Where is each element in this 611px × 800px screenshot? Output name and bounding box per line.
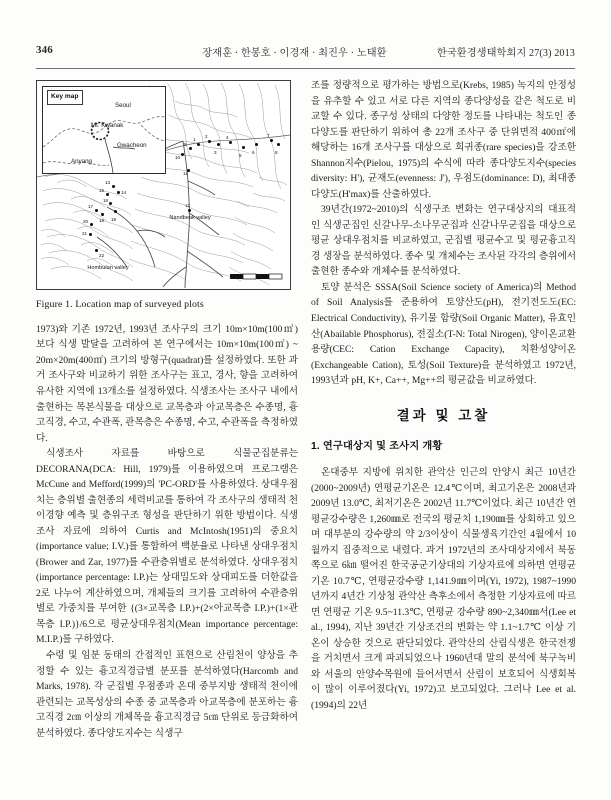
plot-label: 11 bbox=[183, 171, 188, 176]
subsection-heading: 1. 연구대상지 및 조사지 개황 bbox=[311, 441, 443, 453]
paragraph: 토양 분석은 SSSA(Soil Science society of America)의 Method of Soil Analysis를 준용하여 토양산도(pH), 전기전도도(EC: Electrical Conductivity), 유기물 함량(Soil Organic Matter), 유효인산(Abailable Phosphorus), 전질소(T-N: Total Nirogen), 양이온교환용량(CEC: Cation Exchange Capacity), 치환성양이온(Exchangeable Cation), 토성(Soil Texture)을 분석하였고 1972년, 1993년과 pH, K+, Ca++, Mg++의 평균값을 비교하였다. bbox=[311, 281, 576, 387]
running-head bbox=[36, 44, 575, 62]
key-map-label-gwacheon: Gwacheon bbox=[117, 142, 147, 149]
journal-citation: 한국환경생태학회지 27(3) 2013 bbox=[436, 48, 575, 59]
plot-label: 13 bbox=[105, 180, 111, 185]
figure-1 bbox=[36, 80, 291, 313]
key-map-label-mt-kwanak: Mt. Kwanak bbox=[91, 122, 124, 129]
plot-label: 3 bbox=[214, 150, 217, 155]
key-map-label-seoul: Seoul bbox=[115, 102, 131, 109]
plot-label: 17 bbox=[88, 204, 94, 209]
section-heading: 결과 및 고찰 bbox=[396, 407, 491, 423]
author-list: 장재훈 · 한봉호 · 이경재 · 최진우 · 노태환 bbox=[202, 48, 387, 59]
plot-label: 22 bbox=[99, 253, 105, 258]
plot-label: 8 bbox=[275, 150, 278, 155]
plot-label: 6 bbox=[252, 150, 255, 155]
paragraph: 수령 및 임분 동태의 간접적인 표현으로 산림천이 양상을 추정할 수 있는 흉고직경급별 분포를 분석하였다(Harcomb and Marks, 1978). 각 군집별 우점종과 온대 중부지방 생태적 천이에 관련되는 교목성상의 수종 중 교목층과 아교목층에 분포하는 흉고직경 2㎝ 이상의 개체목을 흉고직경급 5㎝ 단위로 등급화하여 분석하였다. 종다양도지수는 식생구 bbox=[36, 650, 298, 739]
key-map-label-anyang: Anyang bbox=[71, 158, 92, 165]
plot-label: 16 bbox=[103, 198, 109, 203]
left-column bbox=[36, 80, 298, 741]
plot-label: 4 bbox=[226, 135, 229, 140]
figure-caption: Figure 1. Location map of surveyed plots bbox=[36, 299, 204, 310]
header-divider bbox=[36, 68, 575, 69]
plot-label: 1 bbox=[193, 137, 196, 142]
map-label-nandbeak-valley: Nandbeak valley bbox=[169, 215, 211, 221]
plot-label: 19 bbox=[111, 217, 117, 222]
key-map-title: Key map bbox=[47, 90, 83, 105]
paragraph: 1973)와 기존 1972년, 1993년 조사구의 크기 10m×10m(100㎡) 보다 식생 발달을 고려하여 본 연구에서는 10m×10m(100㎡) ~ 20m×20m(400㎡) 크기의 방형구(quadrat)를 설정하였다. 또한 과거 조사구와 비교하기 위한 조사구는 표고, 경사, 향을 고려하여 유사한 지역에 13개소를 설정하였다. 식생조사는 조사구 내에서 출현하는 목본식물을 대상으로 교목층과 아교목층은 수종명, 흉고직경, 수고, 수관폭, 관목층은 수종명, 수고, 수관폭을 측정하였다. bbox=[36, 323, 298, 444]
map-label-hombulan-valley: Hombulan valley bbox=[87, 265, 129, 271]
page-number: 346 bbox=[36, 44, 53, 56]
paragraph: 39년간(1972~2010)의 식생구조 변화는 연구대상지의 대표적인 식생군집인 신갈나무-소나무군집과 신갈나무군집을 대상으로 평균 상대우점치를 비교하였고, 군집별 평균수고 및 평균흉고직경 생장을 분석하였다. 종수 및 개체수는 조사된 각각의 층위에서 출현한 종수와 개체수를 분석하였다. bbox=[311, 204, 576, 278]
plot-label: 9 bbox=[184, 142, 187, 147]
right-column bbox=[311, 78, 576, 714]
paragraph: 온대중부 지방에 위치한 관악산 인근의 안양시 최근 10년간(2000~2009년) 연평균기온은 12.4℃이며, 최고기온은 2008년과 2009년 13.0℃, 최저기온은 2002년 11.7℃이었다. 최근 10년간 연평균강수량은 1,260㎜로 전국의 평균치 1,190㎜를 상회하고 있으며 대부분의 강수량의 약 2/3이상이 식물생육기간인 4월에서 10월까지 집중적으로 내렸다. 과거 1972년의 조사대상지에서 북동쪽으로 6㎞ 떨어진 한국공군기상대의 기상자료에 의하면 연평균기온 10.7℃, 연평균강수량 1,141.9㎜이며(Yi, 1972), 1987~1990년까지 4년간 기상청 관악산 측후소에서 측정한 기상자료에 따르면 연평균 기온 9.5~11.3℃, 연평균 강수량 890~2,340㎜서(Lee et al., 1994), 지난 39년간 기상조건의 변화는 약 1.1~1.7℃ 이상 기온이 상승한 것으로 판단되었다. 관악산의 산림식생은 한국전쟁을 거치면서 크게 파괴되었으나 1960년대 말의 분석에 북구녹비와 서울의 안양수목원에 들어서면서 산림이 보호되어 식생회복이 많이 이루어졌다(Yi, 1972)고 보고되었다. 그러나 Lee et al.(1994)의 22년 bbox=[311, 467, 576, 711]
plot-label: 15 bbox=[99, 188, 105, 193]
plot-label: 14 bbox=[121, 190, 127, 195]
scale-bar bbox=[230, 270, 284, 283]
plot-label: 5 bbox=[239, 153, 242, 158]
plot-label: 20 bbox=[83, 219, 89, 224]
plot-label: 18 bbox=[99, 218, 105, 223]
plot-label: 12 bbox=[185, 203, 191, 208]
location-map bbox=[36, 80, 291, 290]
plot-label: 10 bbox=[175, 155, 181, 160]
plot-label: 2 bbox=[205, 134, 208, 139]
plot-label: 7 bbox=[267, 133, 270, 138]
paragraph: 식생조사 자료를 바탕으로 식물군집분류는 DECORANA(DCA: Hill, 1979)를 이용하였으며 프로그램은 McCune and Mefford(1999)의 'PC-ORD'를 사용하였다. 상대우점치는 층위별 출현종의 세력비교를 통하여 각 조사구의 생태적 천이경향 예측 및 층위구조 형성을 판단하기 위한 방법이다. 식생조사 자료에 의하여 Curtis and McIntosh(1951)의 중요치(importance value; I.V.)를 통합하여 백분율로 나타낸 상대우점치(Brower and Zar, 1977)를 수관층위별로 분석하였다. 상대우점치(importance percentage: I.P.)는 상대밀도와 상대피도를 더한값을 2로 나누어 계산하였으며, 개체들의 크기를 고려하여 수관층위별로 가중치를 부여한 {(3×교목층 I.P.)+(2×아교목층 I.P.)+(1×관목층 I.P.)}/6으로 평균상대우점치(Mean importance percentage: M.I.P.)를 구하였다. bbox=[36, 448, 298, 646]
paragraph: 조를 정량적으로 평가하는 방법으로(Krebs, 1985) 녹지의 안정성을 유추할 수 있고 서로 다른 지역의 종다양성을 같은 척도로 비교할 수 있다. 종구성 상태의 다양한 정도를 나타내는 척도인 종다양도를 판단하기 위하여 총 22개 조사구 중 단위면적 400㎡에 해당하는 16개 조사구를 대상으로 희귀종(rare species)을 강조한 Shannon지수(Pielou, 1975)의 수식에 따라 종다양도지수(species diversity: H'), 균재도(evenness: J'), 우점도(dominance: D), 최대종다양도(H'max)를 산출하였다. bbox=[311, 80, 576, 200]
plot-label: 21 bbox=[82, 231, 88, 236]
key-map-inset bbox=[42, 86, 166, 174]
